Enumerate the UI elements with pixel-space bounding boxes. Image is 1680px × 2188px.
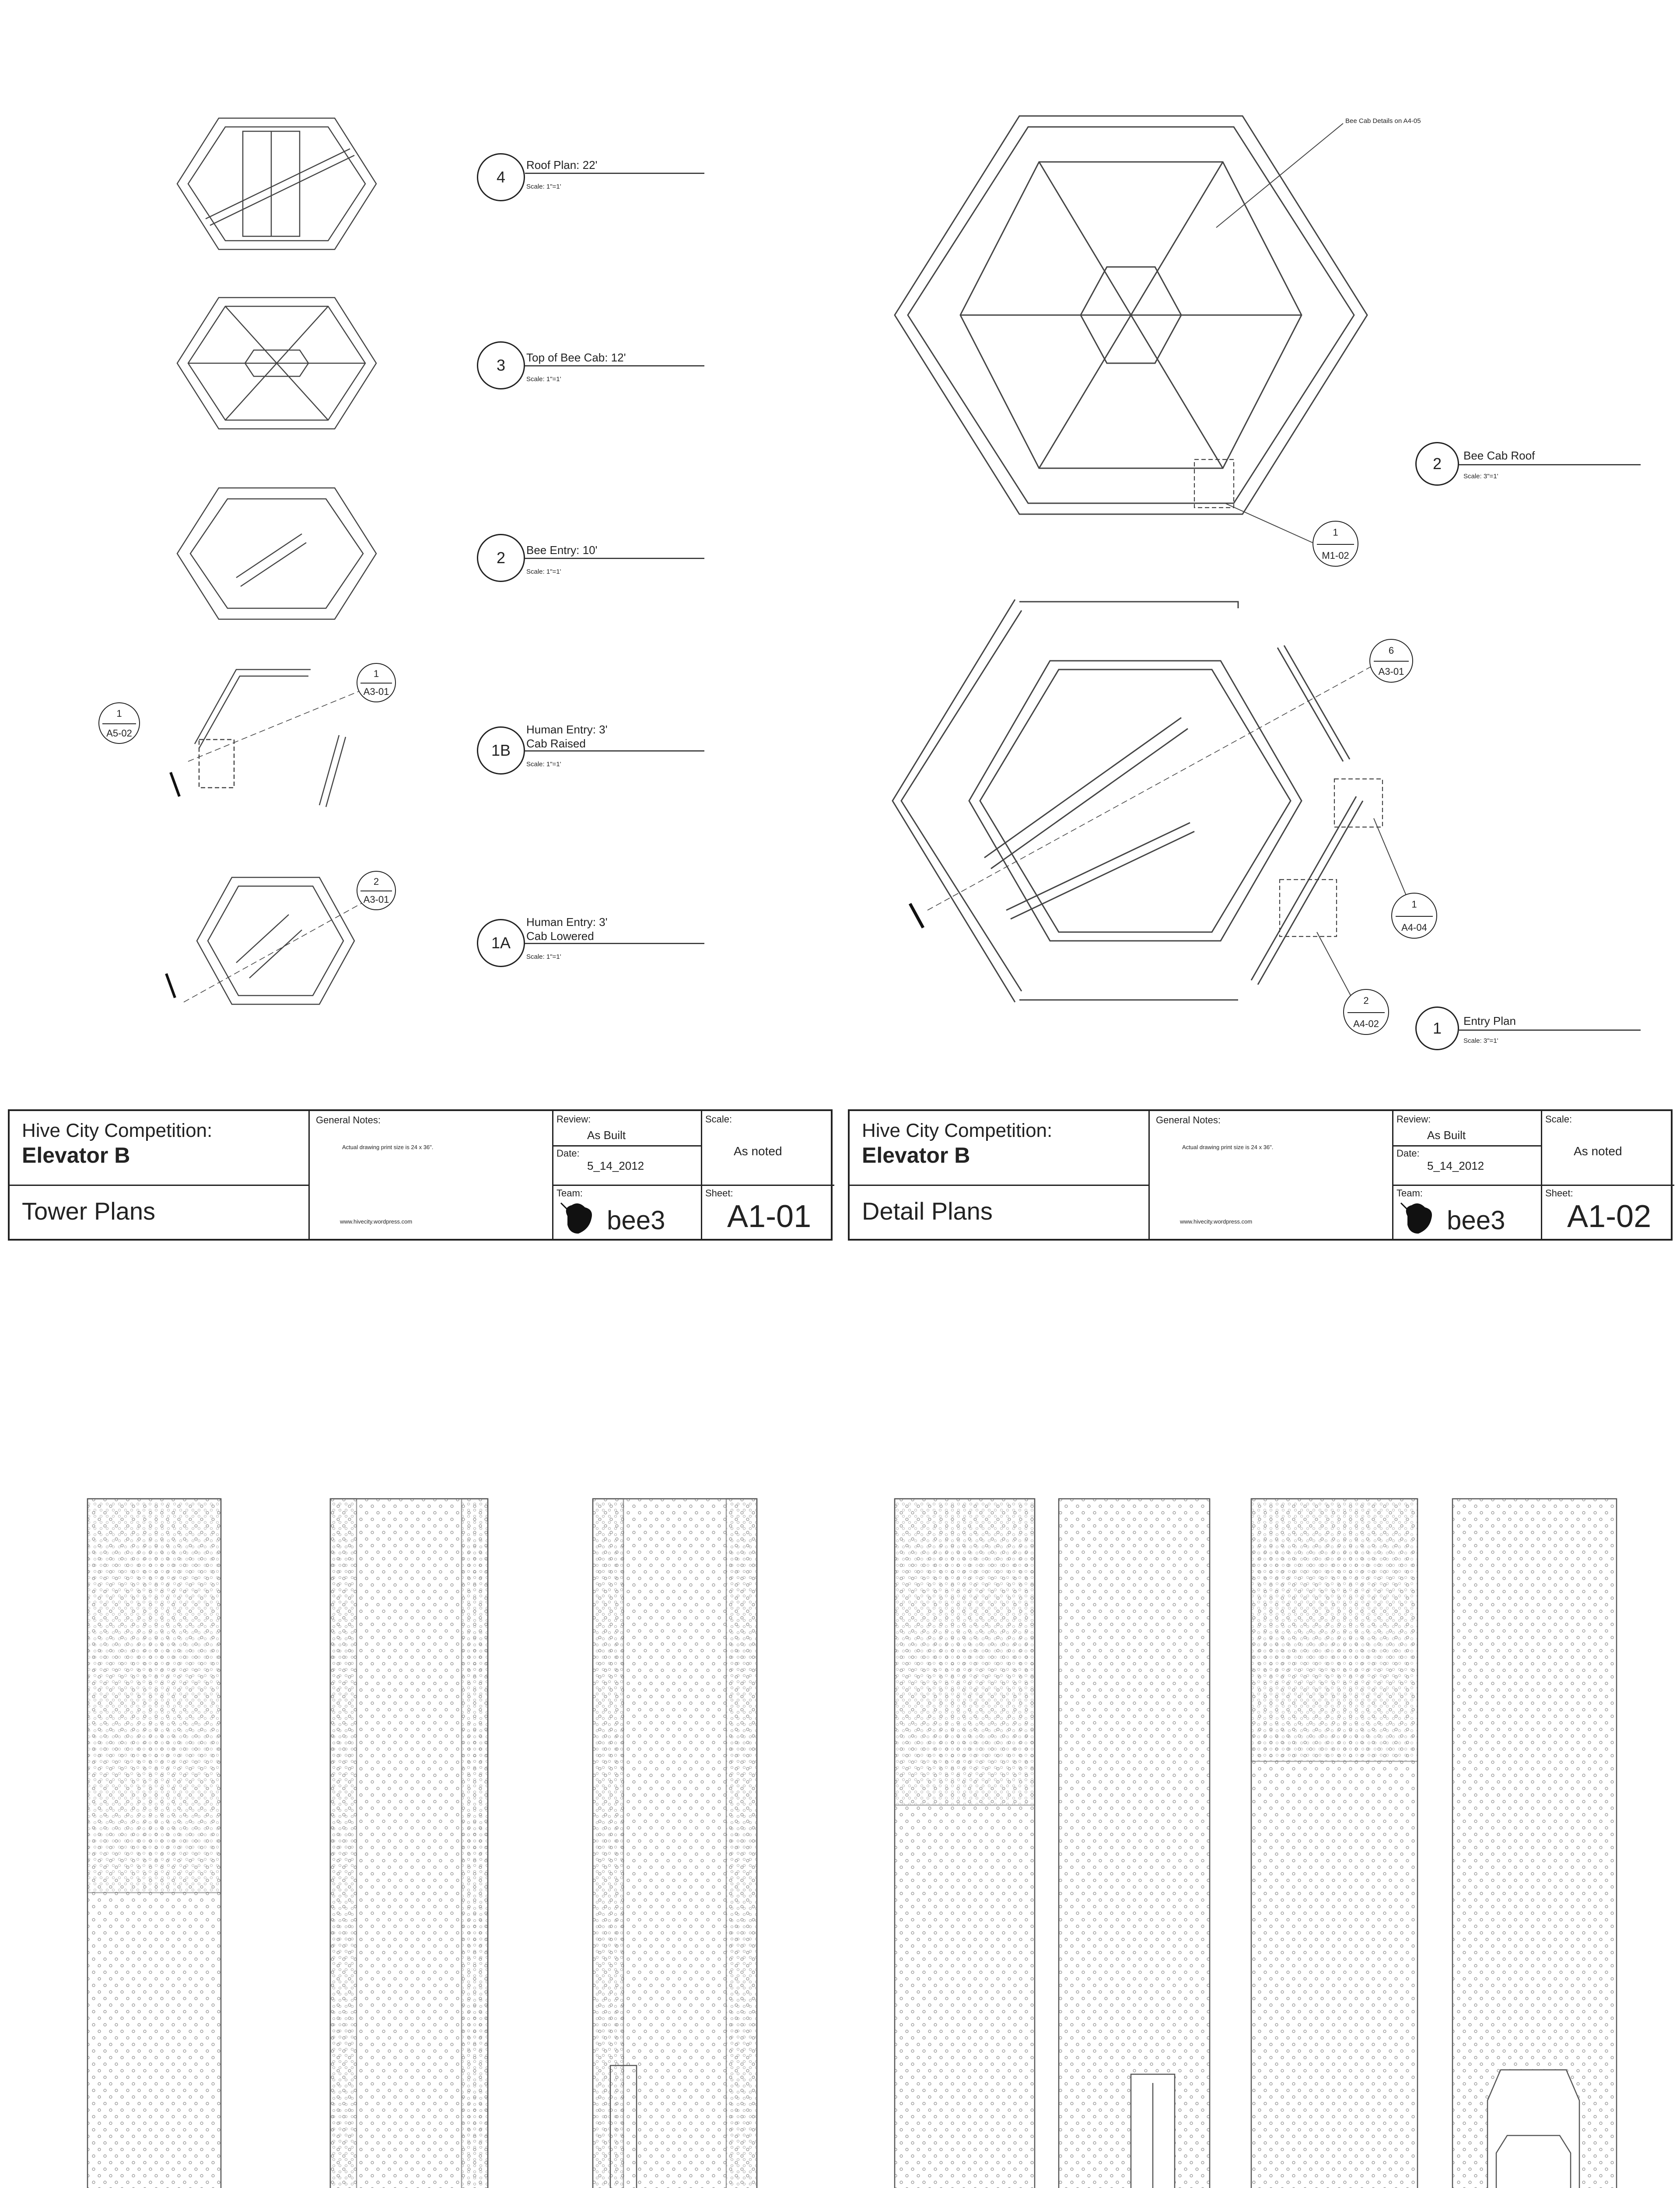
- view-number-human-entry-raised: [477, 726, 525, 775]
- ref-marker-m1-02: [1312, 521, 1358, 567]
- plan-top-of-bee-cab: [177, 298, 376, 429]
- view-scale: Scale: 1"=1': [526, 375, 561, 383]
- view-number-human-entry-lowered: [477, 919, 525, 967]
- scale-value: As noted: [1574, 1144, 1622, 1158]
- general-note: Actual drawing print size is 24 x 36".: [342, 1144, 434, 1150]
- view-number-text: 1B: [491, 741, 511, 759]
- tower-elevation-south-a: [1251, 1499, 1418, 2188]
- ref-marker-bottom: A3-01: [363, 894, 389, 905]
- sheet-title: Tower Plans: [22, 1197, 156, 1225]
- team-name: bee3: [1447, 1206, 1505, 1235]
- ref-marker-top: 6: [1388, 645, 1394, 656]
- competition-name: Hive City Competition:: [22, 1120, 213, 1141]
- leader-note: Bee Cab Details on A4-05: [1345, 117, 1421, 125]
- ref-marker-top: 1: [373, 668, 379, 680]
- plan-human-entry-cab-raised: [171, 670, 359, 807]
- ref-marker-top: 1: [1411, 899, 1417, 910]
- website: www.hivecity.wordpress.com: [340, 1218, 413, 1225]
- project-name: Elevator B: [862, 1143, 970, 1168]
- tower-elevation-north-lowered: [593, 1499, 757, 2188]
- plan-bee-entry: [177, 488, 376, 619]
- view-title-top-of-bee-cab: Top of Bee Cab: 12': [526, 351, 626, 364]
- website: www.hivecity.wordpress.com: [1180, 1218, 1253, 1225]
- view-title-human-entry-lowered: Human Entry: 3': [526, 915, 608, 929]
- tower-elevation-south-b: [1452, 1499, 1617, 2188]
- view-number-text: 2: [496, 549, 506, 567]
- view-scale: Scale: 3"=1': [1463, 473, 1498, 480]
- date-label: Date:: [1396, 1148, 1420, 1159]
- bee-team-logo: [559, 1199, 598, 1238]
- view-title-bee-entry: Bee Entry: 10': [526, 543, 598, 557]
- ref-marker-a4-04: [1391, 893, 1437, 939]
- general-notes-label: General Notes:: [1156, 1115, 1221, 1126]
- detail-title-lines: [1459, 465, 1641, 1030]
- date-value: 5_14_2012: [587, 1159, 644, 1172]
- ref-marker-a5-02: [98, 702, 140, 744]
- view-title-entry-plan: Entry Plan: [1463, 1014, 1516, 1027]
- section-marker-a3-01-2: [357, 871, 396, 910]
- view-scale: Scale: 3"=1': [1463, 1037, 1498, 1045]
- plan-title-lines: [525, 173, 704, 943]
- ref-marker-bottom: M1-02: [1322, 550, 1349, 561]
- title-block-a1-02: [848, 1109, 1673, 1241]
- review-value: As Built: [587, 1129, 626, 1142]
- view-number-entry-plan: [1415, 1006, 1459, 1050]
- view-number-top-of-bee-cab: [477, 341, 525, 389]
- project-name: Elevator B: [22, 1143, 130, 1168]
- scale-label: Scale:: [1545, 1114, 1572, 1125]
- plan-bee-cab-roof: [895, 116, 1367, 543]
- ref-marker-top: 1: [1333, 527, 1338, 538]
- review-label: Review:: [1396, 1114, 1431, 1125]
- ref-marker-a4-02: [1343, 989, 1389, 1035]
- view-subtitle-cab-lowered: Cab Lowered: [526, 929, 594, 943]
- review-value: As Built: [1427, 1129, 1466, 1142]
- tower-elevation-east-a: [895, 1499, 1035, 2188]
- section-marker-a3-01-6: [1369, 639, 1413, 683]
- scale-value: As noted: [734, 1144, 782, 1158]
- ref-marker-bottom: A3-01: [363, 686, 389, 698]
- bee-team-logo: [1399, 1199, 1438, 1238]
- plan-entry: [892, 600, 1409, 1002]
- ref-marker-bottom: A3-01: [1378, 666, 1404, 677]
- sheet-title: Detail Plans: [862, 1197, 993, 1225]
- plan-roof: [177, 118, 376, 249]
- competition-name: Hive City Competition:: [862, 1120, 1053, 1141]
- title-block-a1-01: [8, 1109, 833, 1241]
- date-label: Date:: [556, 1148, 580, 1159]
- view-scale: Scale: 1"=1': [526, 761, 561, 768]
- scale-label: Scale:: [705, 1114, 732, 1125]
- team-name: bee3: [607, 1206, 665, 1235]
- view-title-bee-cab-roof: Bee Cab Roof: [1463, 449, 1535, 462]
- tower-elevation-north-raised: [330, 1499, 488, 2188]
- sheet-number: A1-02: [1567, 1199, 1652, 1234]
- view-title-human-entry-raised: Human Entry: 3': [526, 723, 608, 736]
- general-note: Actual drawing print size is 24 x 36".: [1182, 1144, 1274, 1150]
- view-title-roof-plan: Roof Plan: 22': [526, 158, 598, 172]
- sheet-label: Sheet:: [1545, 1188, 1573, 1199]
- ref-marker-bottom: A5-02: [106, 727, 132, 739]
- review-label: Review:: [556, 1114, 591, 1125]
- sheet-number: A1-01: [727, 1199, 812, 1234]
- ref-marker-bottom: A4-04: [1401, 922, 1427, 933]
- tower-elevation-east-b: [1059, 1499, 1210, 2188]
- view-scale: Scale: 1"=1': [526, 568, 561, 575]
- plan-human-entry-cab-lowered: [166, 877, 381, 1004]
- ref-marker-top: 2: [373, 876, 379, 887]
- section-marker-a3-01-1: [357, 663, 396, 702]
- team-label: Team:: [1396, 1188, 1423, 1199]
- view-number-roof-plan: [477, 153, 525, 201]
- view-number-bee-entry: [477, 534, 525, 582]
- date-value: 5_14_2012: [1427, 1159, 1484, 1172]
- ref-marker-top: 2: [1363, 995, 1369, 1006]
- view-number-text: 2: [1432, 455, 1442, 473]
- sheet-label: Sheet:: [705, 1188, 733, 1199]
- ref-marker-top: 1: [116, 708, 122, 719]
- general-notes-label: General Notes:: [316, 1115, 381, 1126]
- view-scale: Scale: 1"=1': [526, 183, 561, 190]
- view-number-text: 1A: [491, 934, 511, 952]
- view-scale: Scale: 1"=1': [526, 953, 561, 961]
- view-number-text: 1: [1432, 1019, 1442, 1037]
- team-label: Team:: [556, 1188, 583, 1199]
- tower-elevation-west: [88, 1499, 221, 2188]
- view-subtitle-cab-raised: Cab Raised: [526, 737, 586, 750]
- view-number-bee-cab-roof: [1415, 442, 1459, 486]
- view-number-text: 4: [496, 168, 506, 186]
- view-number-text: 3: [496, 356, 506, 374]
- ref-marker-bottom: A4-02: [1353, 1018, 1379, 1029]
